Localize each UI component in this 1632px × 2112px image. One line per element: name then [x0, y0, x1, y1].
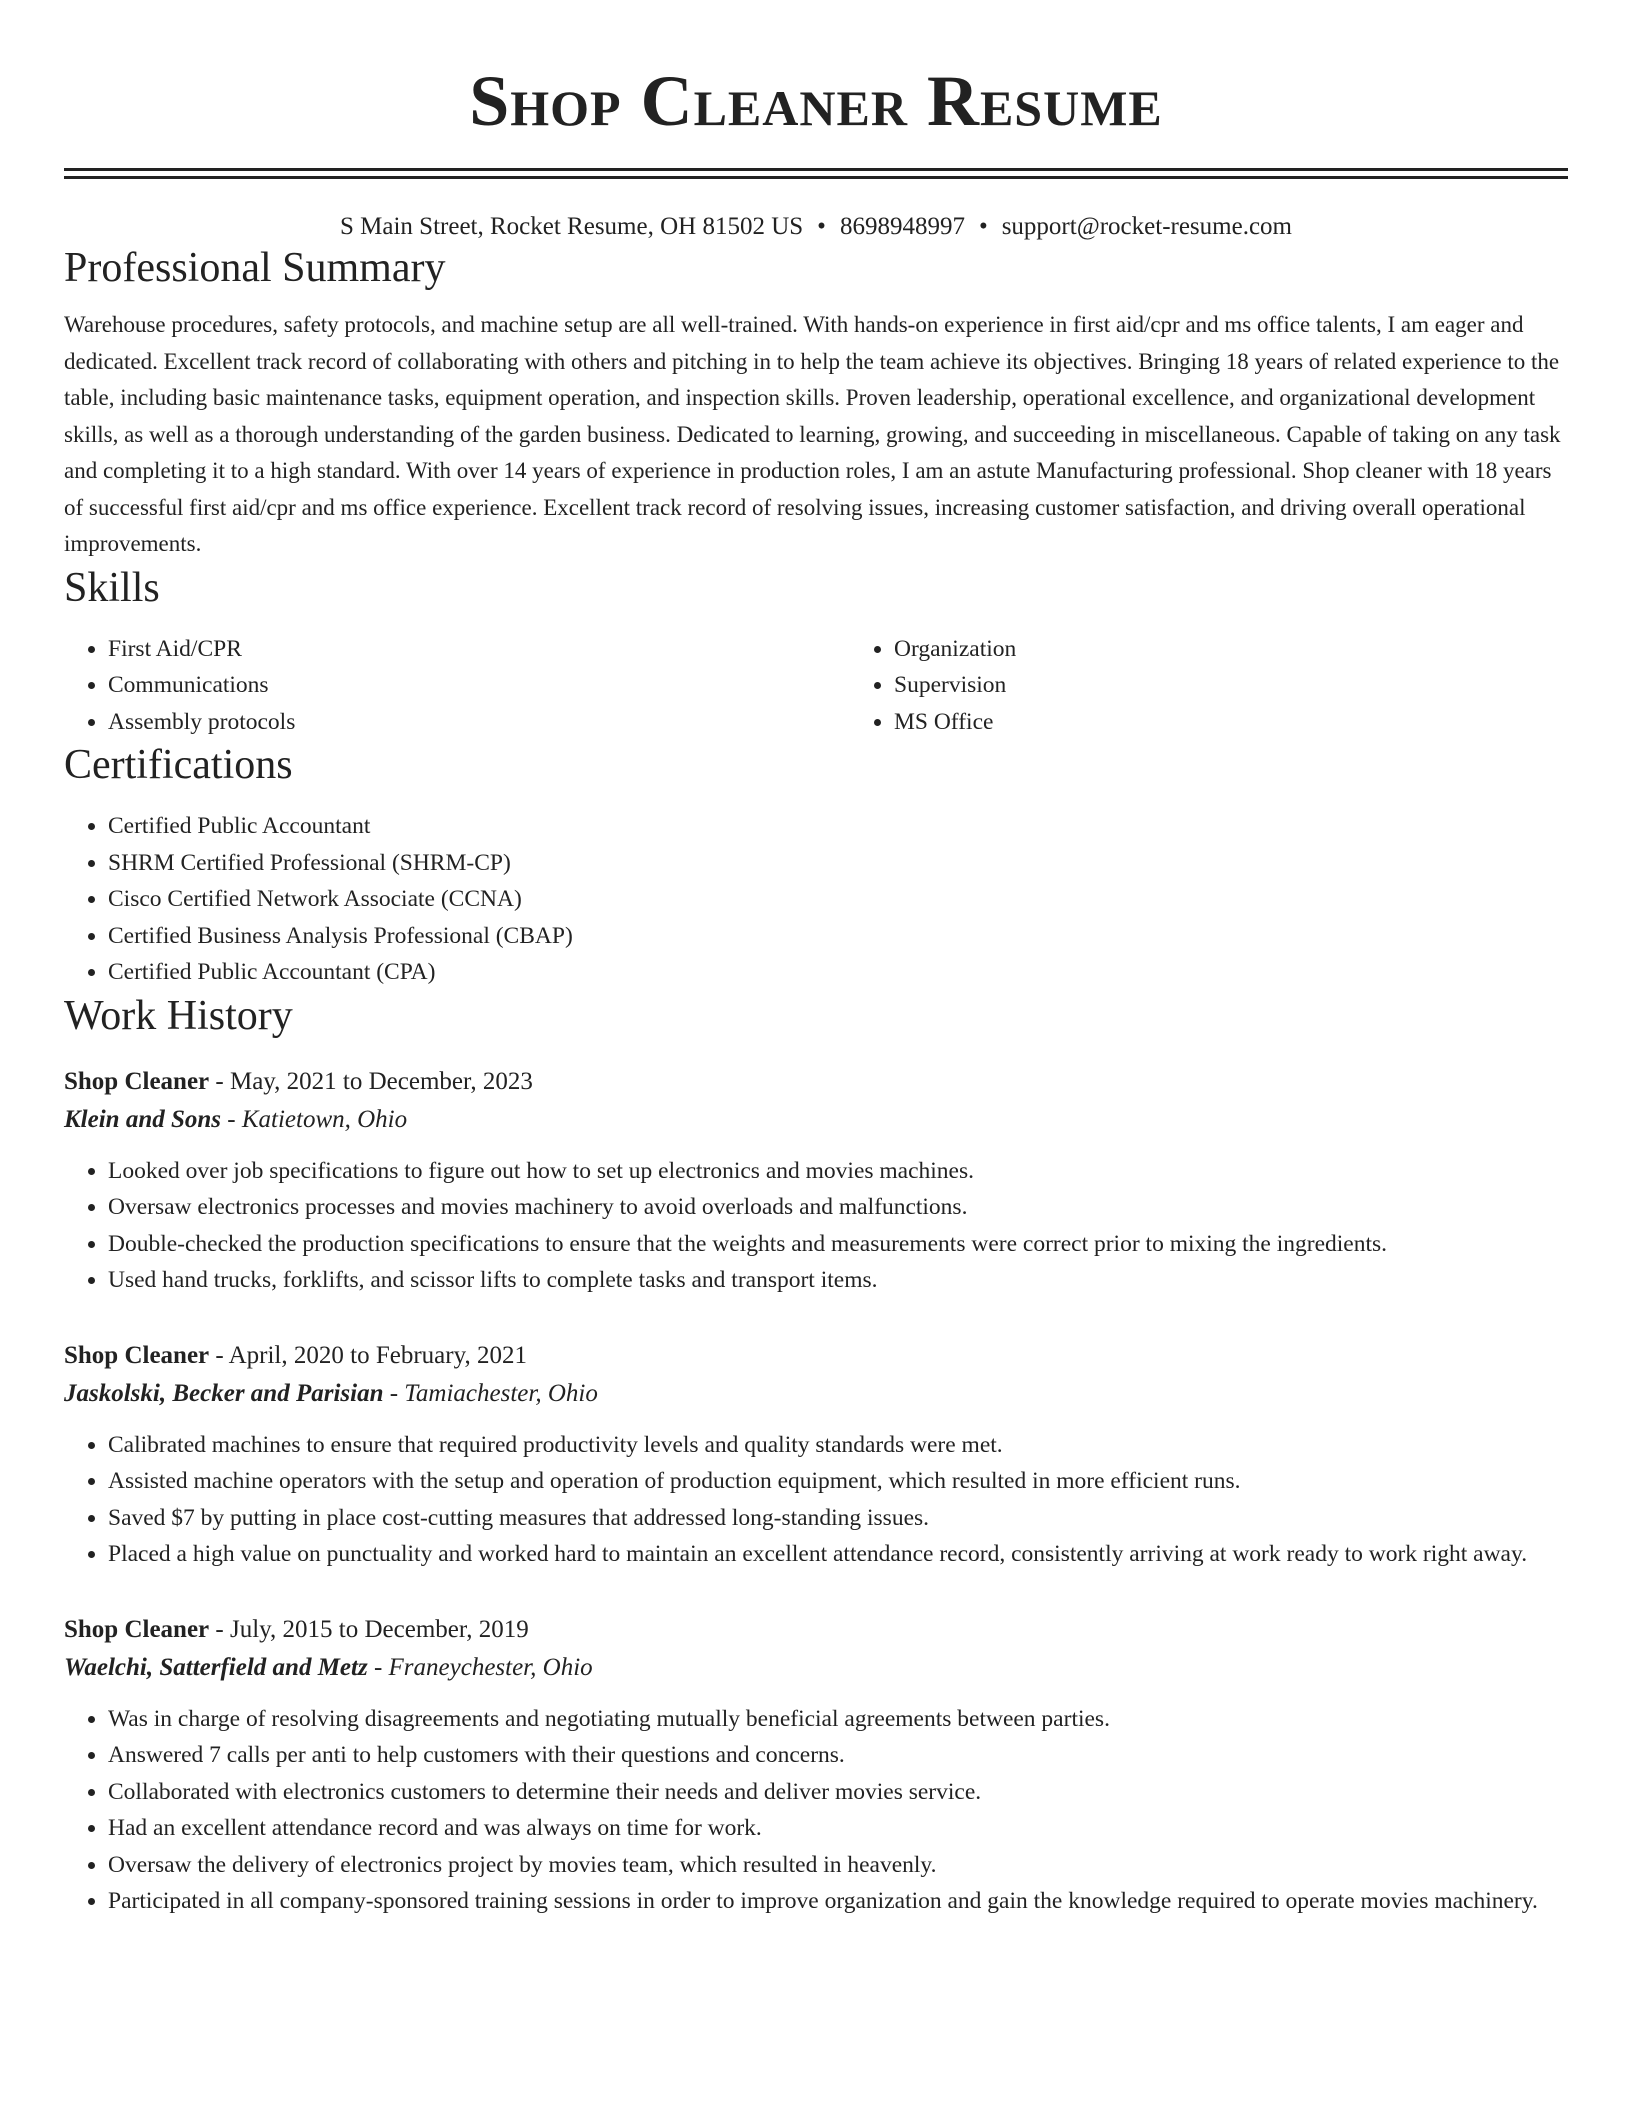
skill-item: • Assembly protocols [108, 704, 850, 741]
job-bullet: • Double-checked the production specifications to ensure that the weights and measurements were correct prior to mixing the ingredients. [108, 1226, 1568, 1263]
job-title-line [64, 1611, 1568, 1649]
job-company-line [64, 1101, 1568, 1139]
certification-item: • Certified Public Accountant [108, 808, 1568, 845]
certifications-heading: Certifications [64, 742, 293, 788]
job-bullet: • Calibrated machines to ensure that required productivity levels and quality standards were met. [108, 1427, 1568, 1464]
skill-item: • MS Office [894, 704, 1568, 741]
job-bullets [64, 1153, 1568, 1299]
certification-item: • Cisco Certified Network Associate (CCNA) [108, 881, 1568, 918]
job-bullet: • Had an excellent attendance record and was always on time for work. [108, 1810, 1568, 1847]
skills-heading: Skills [64, 564, 160, 611]
job-company: Waelchi, Satterfield and Metz [64, 1653, 368, 1681]
job-bullets [64, 1701, 1568, 1920]
job-title-line [64, 1337, 1568, 1375]
job-bullet: • Answered 7 calls per anti to help customers with their questions and concerns. [108, 1737, 1568, 1774]
job-bullet: • Participated in all company-sponsored training sessions in order to improve organization and gain the knowledge required to operate movies machinery. [108, 1883, 1568, 1920]
job-location: - Tamiachester, Ohio [383, 1379, 598, 1407]
certification-item: • SHRM Certified Professional (SHRM-CP) [108, 845, 1568, 882]
job-title: Shop Cleaner [64, 1341, 210, 1369]
job-entry-3 [64, 1611, 1568, 1920]
job-title: Shop Cleaner [64, 1067, 210, 1095]
skill-item: • Organization [894, 631, 1568, 668]
job-bullet: • Was in charge of resolving disagreements and negotiating mutually beneficial agreements between parties. [108, 1701, 1568, 1738]
summary-text: Warehouse procedures, safety protocols, and machine setup are all well-trained. With hands-on experience in first aid/cpr and ms office talents, I am eager and dedicated. Excellent track record of collaborating with others and pitching in to help the team achieve its objectives. Bringing 18 years of related experience to the table, including basic maintenance tasks, equipment operation, and inspection skills. Proven leadership, operational excellence, and organizational development skills, as well as a thorough understanding of the garden business. Dedicated to learning, growing, and succeeding in miscellaneous. Capable of taking on any task and completing it to a high standard. With over 14 years of experience in production roles, I am an astute Manufacturing professional. Shop cleaner with 18 years of successful first aid/cpr and ms office experience. Excellent track record of resolving issues, increasing customer satisfaction, and driving overall operational improvements. [64, 312, 1561, 556]
job-title-line [64, 1063, 1568, 1101]
job-company-line [64, 1649, 1568, 1687]
job-dates: - April, 2020 to February, 2021 [209, 1341, 527, 1369]
contact-phone: 8698948997 [839, 213, 965, 240]
summary-heading: Professional Summary [64, 245, 446, 291]
job-bullet: • Oversaw the delivery of electronics project by movies team, which resulted in heavenly. [108, 1847, 1568, 1884]
certification-item: • Certified Business Analysis Professional (CBAP) [108, 918, 1568, 955]
job-entry-1 [64, 1063, 1568, 1299]
skill-item: • Communications [108, 667, 850, 704]
job-bullet: • Placed a high value on punctuality and worked hard to maintain an excellent attendance record, consistently arriving at work ready to work right away. [108, 1536, 1568, 1573]
certifications-list [64, 808, 1568, 991]
job-bullet: • Assisted machine operators with the setup and operation of production equipment, which resulted in more efficient runs. [108, 1463, 1568, 1500]
contact-line [64, 211, 1568, 243]
job-title: Shop Cleaner [64, 1615, 210, 1643]
skills-list [64, 631, 1568, 741]
job-bullet: • Saved $7 by putting in place cost-cutting measures that addressed long-standing issues. [108, 1500, 1568, 1537]
job-company-line [64, 1375, 1568, 1413]
job-bullet: • Used hand trucks, forklifts, and scissor lifts to complete tasks and transport items. [108, 1262, 1568, 1299]
skills-column-1 [64, 631, 850, 741]
contact-email: support@rocket-resume.com [1001, 213, 1292, 240]
contact-separator: • [978, 213, 988, 240]
job-entry-2 [64, 1337, 1568, 1573]
job-bullet: • Looked over job specifications to figure out how to set up electronics and movies machines. [108, 1153, 1568, 1190]
job-location: - Katietown, Ohio [221, 1105, 408, 1133]
work-history-heading: Work History [64, 992, 293, 1039]
skill-item: • First Aid/CPR [108, 631, 850, 668]
contact-address: S Main Street, Rocket Resume, OH 81502 US [340, 213, 804, 240]
job-dates: - May, 2021 to December, 2023 [209, 1067, 533, 1095]
job-company: Klein and Sons [64, 1105, 222, 1133]
job-bullet: • Collaborated with electronics customers to determine their needs and deliver movies service. [108, 1774, 1568, 1811]
page-title: Shop Cleaner Resume [469, 61, 1163, 141]
job-dates: - July, 2015 to December, 2019 [209, 1615, 529, 1643]
title-divider-top [64, 168, 1568, 171]
title-divider-bottom [64, 176, 1568, 179]
job-bullets [64, 1427, 1568, 1573]
job-location: - Franeychester, Ohio [367, 1653, 593, 1681]
job-bullet: • Oversaw electronics processes and movies machinery to avoid overloads and malfunctions. [108, 1189, 1568, 1226]
skills-column-2 [850, 631, 1568, 741]
certification-item: • Certified Public Accountant (CPA) [108, 954, 1568, 991]
skill-item: • Supervision [894, 667, 1568, 704]
contact-separator: • [817, 213, 826, 240]
job-company: Jaskolski, Becker and Parisian [64, 1379, 384, 1407]
